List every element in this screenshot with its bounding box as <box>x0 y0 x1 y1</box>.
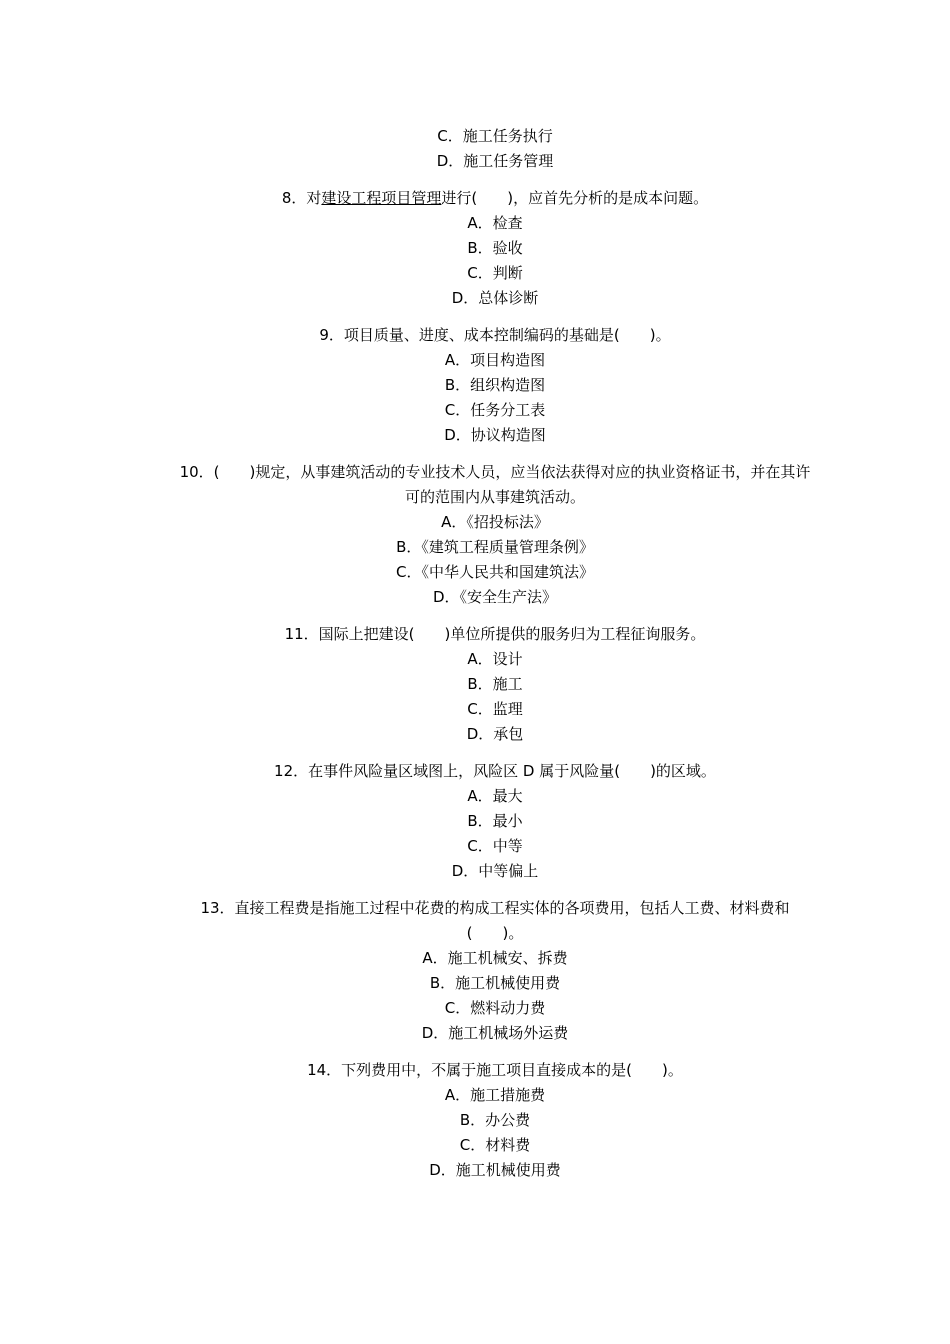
option: D．协议构造图 <box>444 426 546 444</box>
underlined-term: 建设工程项目管理 <box>321 189 442 207</box>
option: D．中等偏上 <box>451 862 539 880</box>
option: C．施工任务执行 <box>437 127 553 145</box>
leading-options <box>0 124 950 174</box>
option: C．燃料动力费 <box>444 999 546 1017</box>
question-stem <box>0 186 950 211</box>
question-13 <box>0 896 950 1046</box>
option: A．施工措施费 <box>444 1086 546 1104</box>
option: A．施工机械安、拆费 <box>422 949 568 967</box>
question-stem: 12．在事件风险量区域图上，风险区 D 属于风险量( )的区域。 <box>274 762 716 780</box>
option: A．项目构造图 <box>444 351 546 369</box>
option: D．《安全生产法》 <box>432 588 558 606</box>
option: B．办公费 <box>459 1111 531 1129</box>
question-9 <box>0 323 950 448</box>
option: D．总体诊断 <box>451 289 539 307</box>
option: B．施工机械使用费 <box>429 974 561 992</box>
option: A．《招投标法》 <box>441 513 549 531</box>
stem-text: 8．对 <box>281 189 322 207</box>
option: A．设计 <box>467 650 523 668</box>
question-stem: 9．项目质量、进度、成本控制编码的基础是( )。 <box>319 326 671 344</box>
option: C．材料费 <box>459 1136 531 1154</box>
option: C．《中华人民共和国建筑法》 <box>396 563 594 581</box>
question-stem: 11．国际上把建设( )单位所提供的服务归为工程征询服务。 <box>284 625 706 643</box>
question-12 <box>0 759 950 884</box>
option: C．任务分工表 <box>444 401 546 419</box>
question-stem: 10．( )规定，从事建筑活动的专业技术人员，应当依法获得对应的执业资格证书，并在其许可的范围内从事建筑活动。 <box>179 463 811 506</box>
option: D．施工任务管理 <box>436 152 554 170</box>
option: A．检查 <box>467 214 523 232</box>
question-stem: 14．下列费用中，不属于施工项目直接成本的是( )。 <box>307 1061 683 1079</box>
option: B．验收 <box>467 239 523 257</box>
option: D．施工机械使用费 <box>429 1161 561 1179</box>
question-14 <box>0 1058 950 1183</box>
option: B．《建筑工程质量管理条例》 <box>396 538 594 556</box>
option: A．最大 <box>467 787 523 805</box>
question-10 <box>0 460 950 610</box>
option: B．最小 <box>467 812 523 830</box>
option: C．判断 <box>467 264 523 282</box>
option: C．监理 <box>467 700 523 718</box>
question-list <box>0 124 950 1183</box>
option: C．中等 <box>467 837 523 855</box>
option: B．施工 <box>467 675 523 693</box>
option: D．施工机械场外运费 <box>421 1024 569 1042</box>
question-stem: 13．直接工程费是指施工过程中花费的构成工程实体的各项费用，包括人工费、材料费和( )。 <box>200 899 790 942</box>
option: D．承包 <box>466 725 524 743</box>
option: B．组织构造图 <box>444 376 546 394</box>
question-11 <box>0 622 950 747</box>
question-8 <box>0 186 950 311</box>
stem-text: 进行( )，应首先分析的是成本问题。 <box>441 189 709 207</box>
